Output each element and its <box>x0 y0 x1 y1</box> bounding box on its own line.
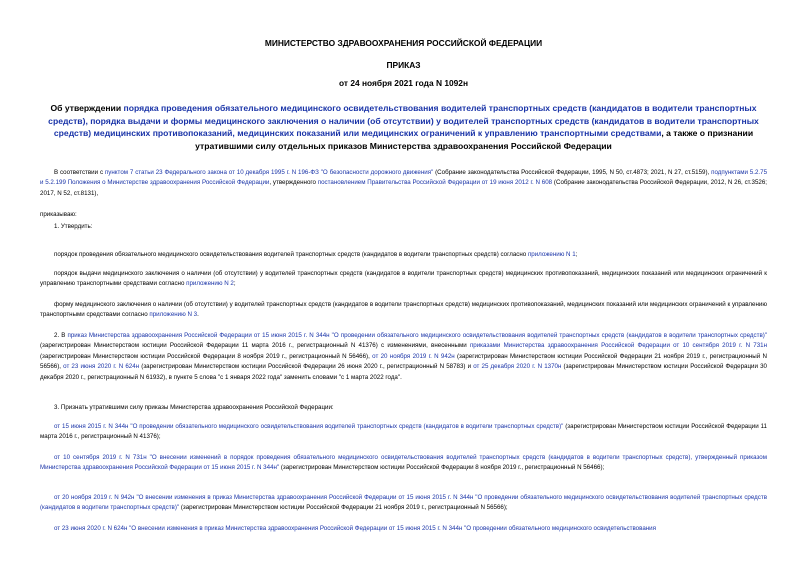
item1-a-end: ; <box>575 251 578 258</box>
item3-c-text: (зарегистрирован Министерством юстиции Российской Федерации 21 ноября 2019 г., регистрационный N 56566); <box>179 504 508 512</box>
link-government-decree-608[interactable]: постановлением Правительства Российской Федерации от 19 июня 2012 г. N 608 <box>317 179 553 187</box>
item2-text-4: (зарегистрирован Министерством юстиции Российской Федерации 21 ноября 2019 г., регистрационный N 56566), <box>40 352 767 371</box>
link-order-1370n[interactable]: от 25 декабря 2020 г. N 1370н <box>473 363 562 371</box>
preamble-text-4: (Собрание законодательства Российской Федерации, 2012, N 26, ст.3526; 2017, N 52, ст.8131), <box>40 179 768 197</box>
link-appendix-1[interactable]: приложению N 1 <box>527 251 576 258</box>
item2-paragraph <box>40 331 767 383</box>
item2-text-5: (зарегистрирован Министерством юстиции Российской Федерации 26 июня 2020 г., регистрационный N 58783) и <box>139 363 474 371</box>
link-appendix-3[interactable]: приложению N 3 <box>149 311 198 319</box>
item3-a-paragraph <box>40 422 767 443</box>
item2-text-2: (зарегистрирован Министерством юстиции Российской Федерации 11 марта 2016 г., регистрационный N 41376) с изменениями, внесенными <box>40 342 470 350</box>
preamble-text-2: (Собрание законодательства Российской Федерации, 1995, N 50, ст.4873; 2021, N 27, ст.5159), <box>433 169 712 176</box>
link-order-942n[interactable]: от 20 ноября 2019 г. N 942н <box>372 352 455 360</box>
item2-text-1: 2. В <box>54 332 68 339</box>
link-regulation-subitems[interactable]: подпунктами 5.2.75 и 5.2.199 Положения о Министерстве здравоохранения Российской Федерации <box>40 169 768 187</box>
link-order-731n[interactable]: приказами Министерства здравоохранения Российской Федерации от 10 сентября 2019 г. N 731н <box>469 342 767 350</box>
item1-a-text: порядок проведения обязательного медицинского освидетельствования водителей транспортных средств (кандидатов в водители транспортных средств) согласно <box>54 251 528 258</box>
ministry-heading: МИНИСТЕРСТВО ЗДРАВООХРАНЕНИЯ РОССИЙСКОЙ ФЕДЕРАЦИИ <box>264 38 543 48</box>
item3-d-paragraph <box>40 524 767 534</box>
item3-b-paragraph <box>40 453 767 474</box>
item3-b-text: (зарегистрирован Министерством юстиции Российской Федерации 8 ноября 2019 г., регистрационный N 56466); <box>279 464 605 472</box>
item1-b-paragraph <box>40 269 767 290</box>
item3-a-text: (зарегистрирован Министерством юстиции Российской Федерации 11 марта 2016 г., регистрационный N 41376); <box>40 423 767 441</box>
link-repeal-624n[interactable]: от 23 июня 2020 г. N 624н "О внесении изменения в приказ Министерства здравоохранения Российской Федерации от 15 июня 2015 г. N 344н "О проведении обязательного медицинского освидетельствования <box>54 525 656 532</box>
title-link[interactable]: порядка проведения обязательного медицинского освидетельствования водителей транспортных средств (кандидатов в водители транспортных средств), порядка выдачи и формы медицинского заключения о наличии (об отсутствии) у водителей транспортных средств (кандидатов в водители транспортных средств) медицинских противопоказаний, медицинских показаний или медицинских ограничений к управлению транспортными средствами <box>48 103 759 139</box>
prikazyvayu-text: приказываю: <box>40 211 77 218</box>
order-title <box>40 102 767 152</box>
link-repeal-344n[interactable]: от 15 июня 2015 г. N 344н "О проведении обязательного медицинского освидетельствования водителей транспортных средств (кандидатов в водители транспортных средств)" <box>54 423 564 430</box>
item1-c-paragraph <box>40 300 767 321</box>
item1-heading: 1. Утвердить: <box>54 223 93 230</box>
link-repeal-731n[interactable]: от 10 сентября 2019 г. N 731н "О внесении изменений в порядок проведения обязательного медицинского освидетельствования водителей транспортных средств (кандидатов в водители транспортных средств), утвержденный приказом Министерства здравоохранения Российской Федерации от 15 июня 2015 г. N 344н" <box>40 454 767 472</box>
item3-heading: 3. Признать утратившими силу приказы Министерства здравоохранения Российской Федерации: <box>54 404 334 411</box>
item1-b-text: порядок выдачи медицинского заключения о наличии (об отсутствии) у водителей транспортных средств (кандидатов в водители транспортных средств) медицинских противопоказаний, медицинских показаний или медицинских ограничений к управлению транспортными средствами согласно <box>40 270 767 288</box>
item1-c-text: форму медицинского заключения о наличии (об отсутствии) у водителей транспортных средств (кандидатов в водители транспортных средств) медицинских противопоказаний, медицинских показаний или медицинских ограничений к управлению транспортными средствами согласно <box>40 301 767 319</box>
item1-a-paragraph <box>40 250 767 260</box>
doc-type-heading: ПРИКАЗ <box>386 60 421 70</box>
preamble-text-3: , утвержденного <box>269 179 318 187</box>
item3-c-paragraph <box>40 493 767 514</box>
link-order-344n[interactable]: приказ Министерства здравоохранения Российской Федерации от 15 июня 2015 г. N 344н "О проведении обязательного медицинского освидетельствования водителей транспортных средств (кандидатов в водители транспортных средств)" <box>67 332 767 339</box>
preamble-text-1: В соответствии с <box>54 169 105 176</box>
doc-date-number: от 24 ноября 2021 года N 1092н <box>338 78 469 88</box>
title-pre: Об утверждении <box>50 103 124 113</box>
link-repeal-942n[interactable]: от 20 ноября 2019 г. N 942н "О внесении изменения в приказ Министерства здравоохранения Российской Федерации от 15 июня 2015 г. N 344н "О проведении обязательного медицинского освидетельствования водителей транспортных средств (кандидатов в водители транспортных средств)" <box>40 494 767 512</box>
link-federal-law-196fz[interactable]: пунктом 7 статьи 23 Федерального закона от 10 декабря 1995 г. N 196-ФЗ "О безопасности дорожного движения" <box>104 169 434 176</box>
link-appendix-2[interactable]: приложению N 2 <box>186 280 234 288</box>
item1-c-end: . <box>197 311 199 319</box>
item2-text-6: (зарегистрирован Министерством юстиции Российской Федерации 30 декабря 2020 г., регистрационный N 61932), в пункте 5 слова "с 1 января 2022 года" заменить словами "с 1 марта 2022 года". <box>40 363 767 381</box>
link-order-624n[interactable]: от 23 июня 2020 г. N 624н <box>63 363 140 371</box>
item2-text-3: (зарегистрирован Министерством юстиции Российской Федерации 8 ноября 2019 г., регистрационный N 56466), <box>40 352 373 360</box>
preamble-paragraph <box>40 168 767 199</box>
title-post: , а также о признании утратившими силу отдельных приказов Министерства здравоохранения Российской Федерации <box>195 128 754 151</box>
item1-b-end: ; <box>233 280 236 288</box>
